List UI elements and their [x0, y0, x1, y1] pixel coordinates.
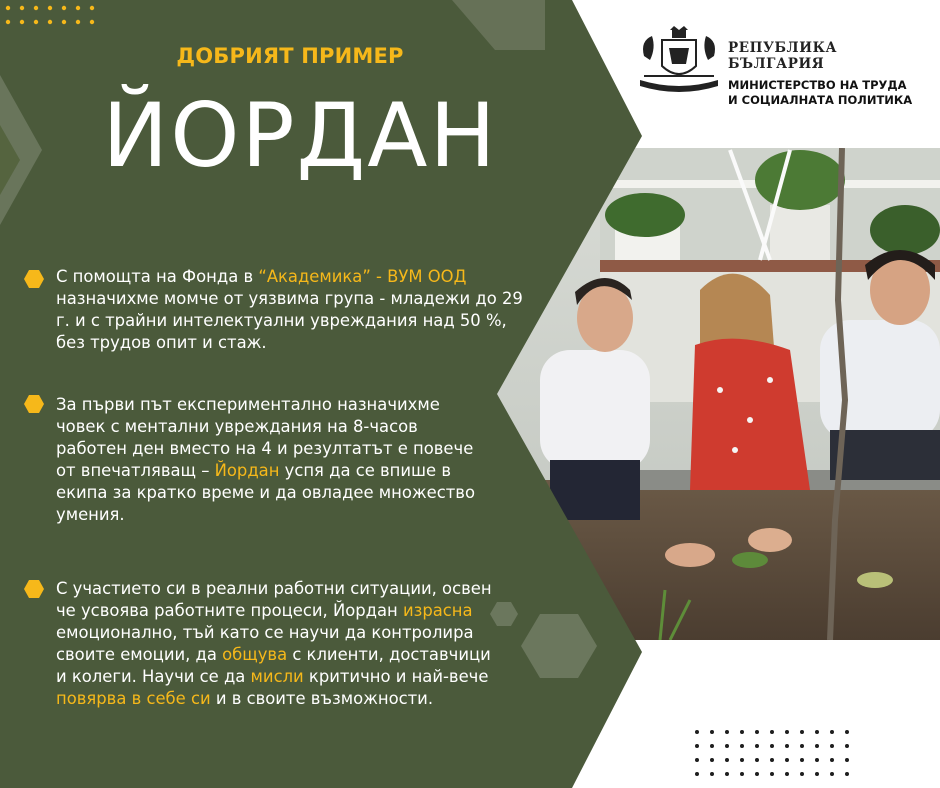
ministry-line-2: МИНИСТЕРСТВО НА ТРУДА	[728, 78, 907, 92]
paragraph-2	[56, 394, 486, 526]
coat-of-arms-icon	[636, 26, 722, 96]
paragraph-3-highlight-1: израсна	[402, 601, 473, 620]
page-title: ЙОРДАН	[102, 84, 498, 187]
paragraph-3-highlight-2: общува	[222, 645, 288, 664]
paragraph-1	[56, 266, 526, 354]
hexagon-bullet-icon	[24, 270, 44, 288]
paragraph-2-text-a: За първи път експериментално назначихме човек с ментални увреждания на 8-часов работен ден вместо на 4 и резултатът е повече от впечатляващ –	[56, 395, 474, 480]
paragraph-1-highlight: “Академика” - ВУМ ООД	[258, 267, 467, 286]
ministry-line-3: И СОЦИАЛНАТА ПОЛИТИКА	[728, 93, 913, 107]
decor-dots-bottom-right	[695, 730, 849, 776]
paragraph-1-text-b: назначихме момче от уязвима група - младежи до 29 г. и с трайни интелектуални увреждания над 50 %, без трудов опит и стаж.	[56, 289, 523, 352]
paragraph-3-highlight-4: повярва в себе си	[56, 689, 211, 708]
paragraph-3-highlight-3: мисли	[250, 667, 304, 686]
hexagon-bullet-icon	[24, 395, 44, 413]
paragraph-3-text-c: с клиенти, доставчици и колеги. Научи се да	[56, 645, 491, 686]
paragraph-3-text-a: С участието си в реални работни ситуации, освен че усвоява работните процеси, Йордан	[56, 579, 492, 620]
paragraph-3-text-e: и в своите възможности.	[210, 689, 434, 708]
ministry-line-1: РЕПУБЛИКА БЪЛГАРИЯ	[728, 40, 838, 72]
paragraph-2-highlight: Йордан	[214, 461, 280, 480]
paragraph-2-text-b: успя да се впише в екипа за кратко време и да овладее множество умения.	[56, 461, 475, 524]
paragraph-3-text-d: критично и най-вече	[303, 667, 489, 686]
paragraph-3-text-b: емоционално, тъй като се научи да контролира своите емоции, да	[56, 623, 474, 664]
ministry-logo-text	[728, 40, 928, 108]
section-kicker: ДОБРИЯТ ПРИМЕР	[176, 44, 404, 68]
paragraph-3	[56, 578, 506, 710]
paragraph-1-text-a: С помощта на Фонда в	[56, 267, 259, 286]
hexagon-bullet-icon	[24, 580, 44, 598]
